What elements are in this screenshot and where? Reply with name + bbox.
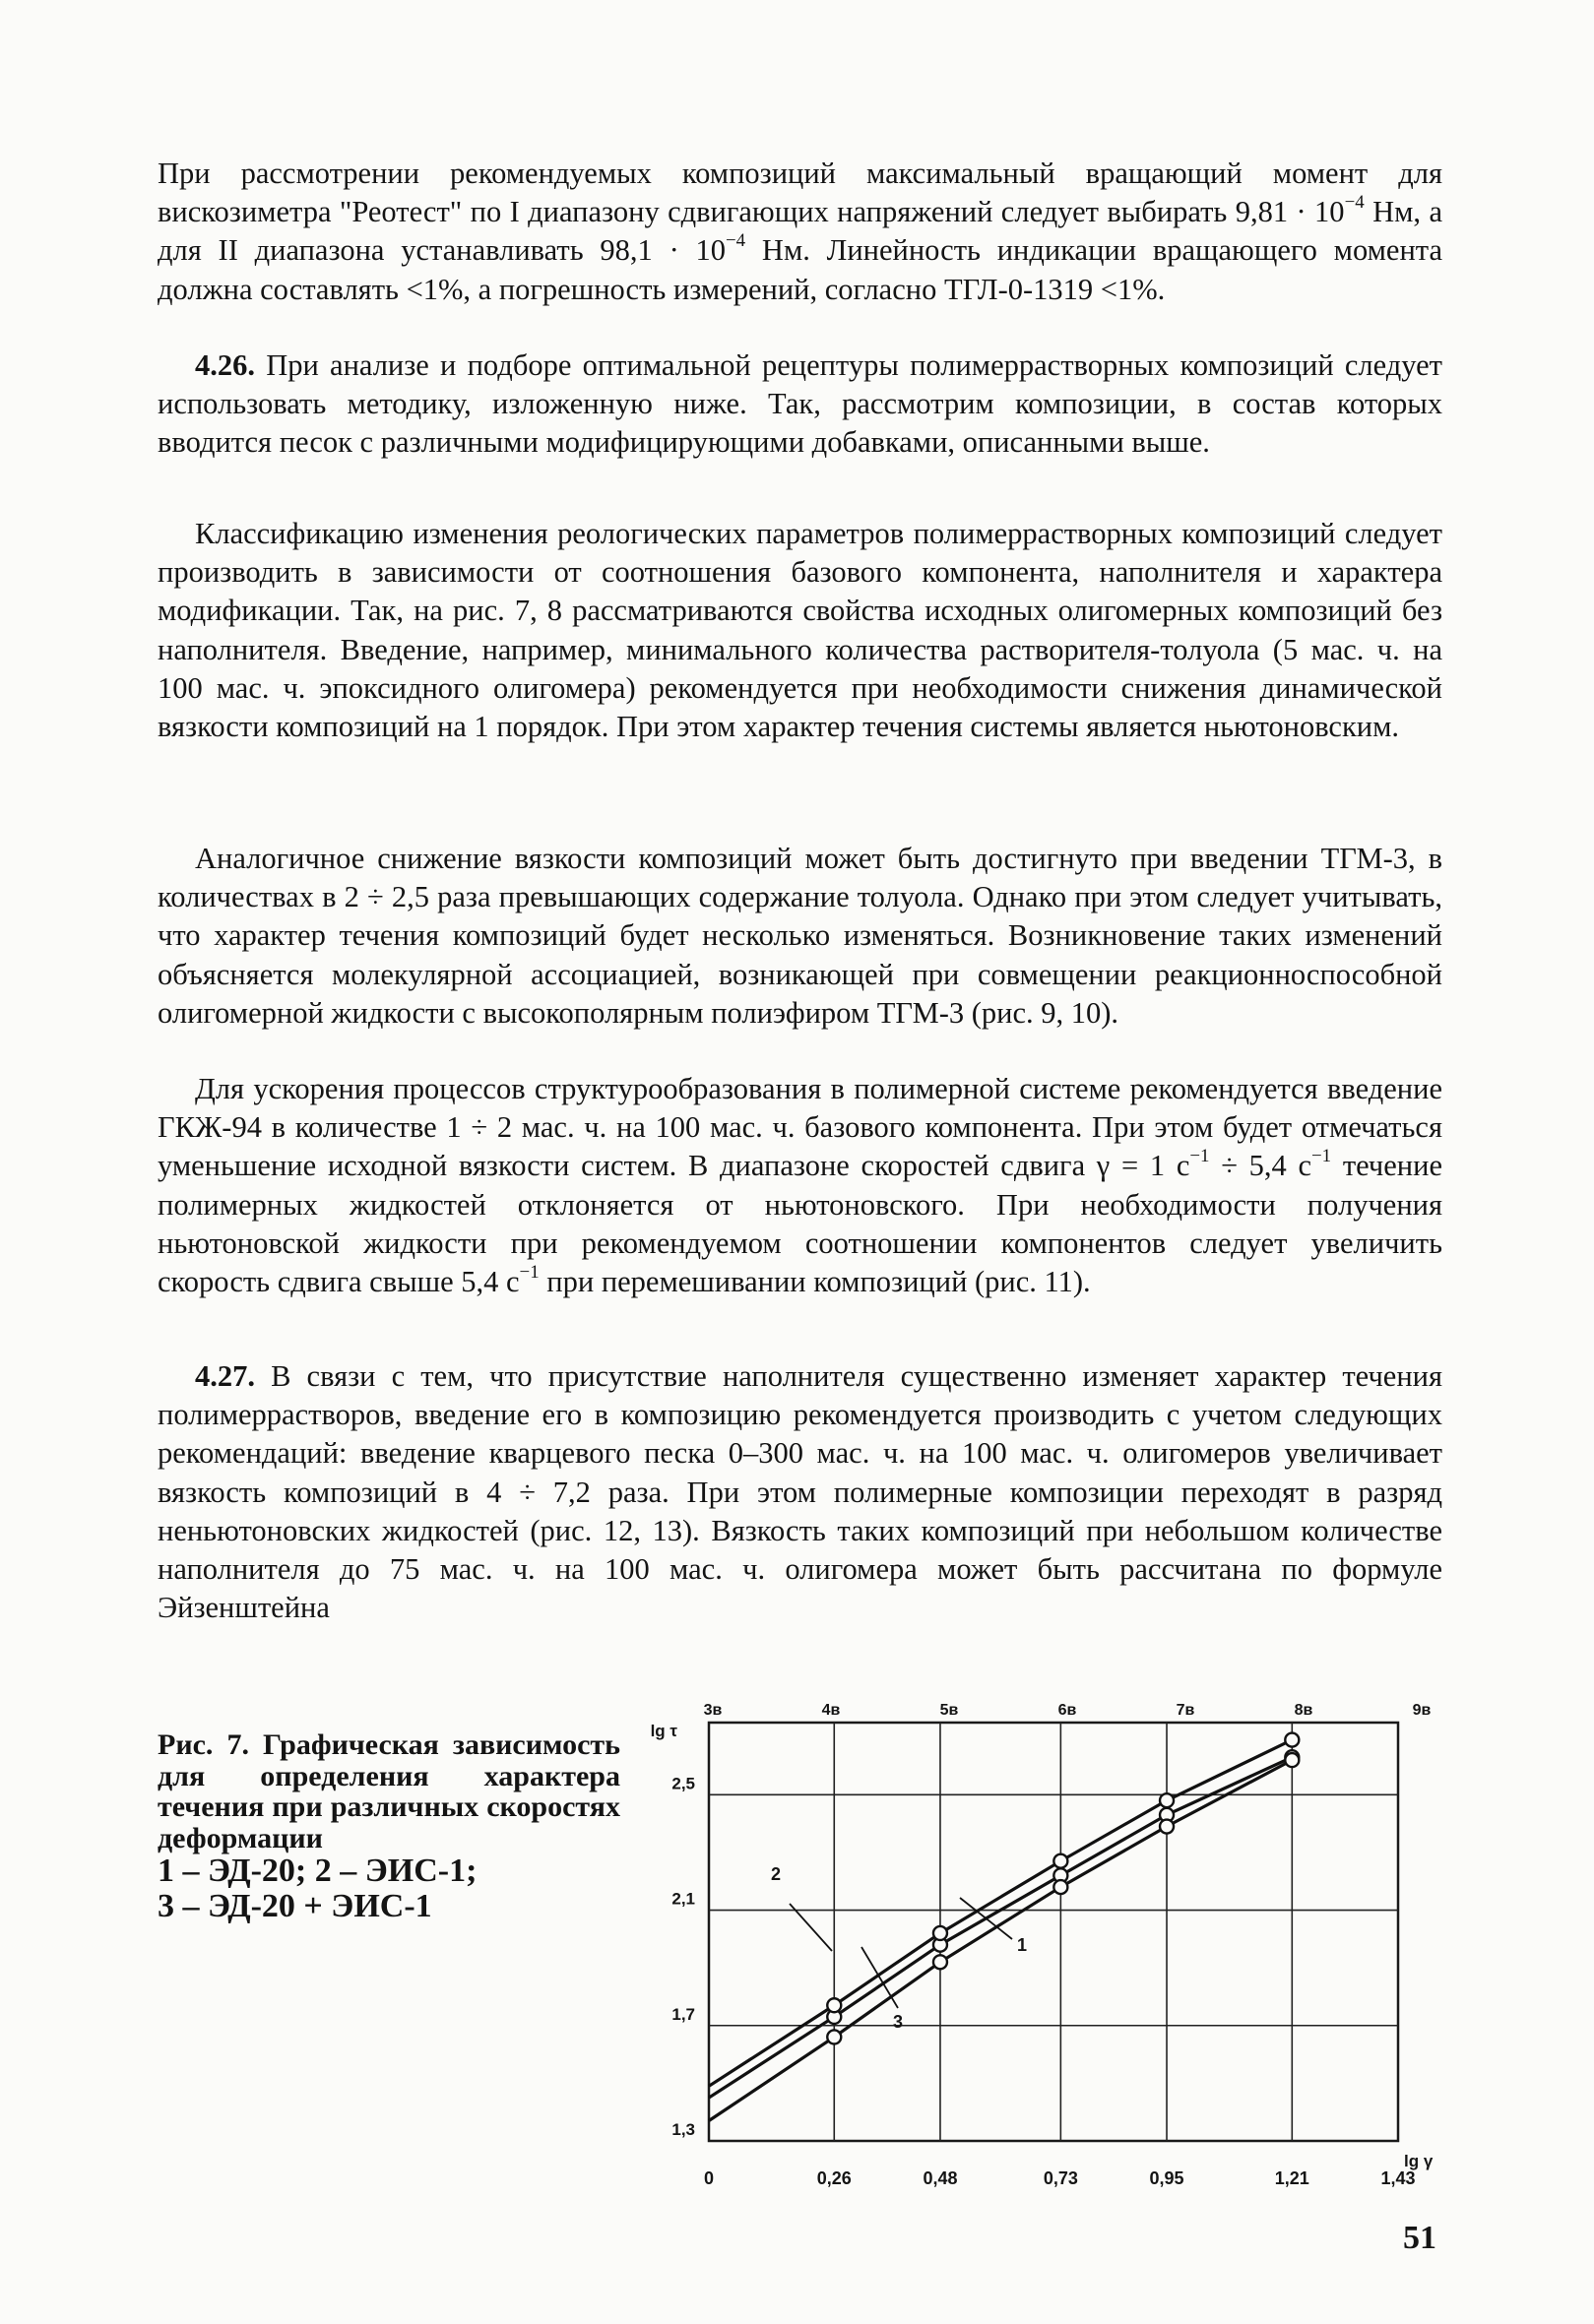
paragraph-tgm3 xyxy=(158,840,1442,1033)
p5-text-d: при перемешивании композиций (рис. 11). xyxy=(539,1265,1091,1299)
plot-frame xyxy=(709,1723,1398,2141)
paragraph-4-27 xyxy=(158,1357,1442,1627)
y-axis-label: lg τ xyxy=(650,1722,677,1740)
p5-sup-c: −1 xyxy=(519,1261,540,1283)
series-3-point xyxy=(933,1955,947,1969)
series-3-label: 3 xyxy=(892,2012,904,2032)
series-3-point xyxy=(827,2030,841,2043)
y-tick-label: 1,3 xyxy=(671,2120,695,2139)
x-axis-label: lg γ xyxy=(1404,2152,1434,2170)
series-2-point xyxy=(933,1926,947,1940)
section-number-4-27: 4.27. xyxy=(195,1359,255,1393)
caption-legend-line-2: 3 – ЭД-20 + ЭИС-1 xyxy=(158,1888,432,1924)
section-number-4-26: 4.26. xyxy=(195,348,255,382)
x-tick-label: 0,48 xyxy=(923,2168,958,2188)
paragraph-classification xyxy=(158,515,1442,746)
p4-text: Аналогичное снижение вязкости композиций может быть достигнуто при введении ТГМ-3, в количествах в 2 ÷ 2,5 раза превышающих содержание толуола. Однако при этом следует учитывать, что характер течения композиций будет несколько изменяться. Возникновение таких изменений объясняется молекулярной ассоциацией, возникающей при совмещении реакционноспособной олигомерной жидкости с высокополярным полиэфиром ТГМ-3 (рис. 9, 10). xyxy=(158,842,1442,1030)
paragraph-4-26 xyxy=(158,346,1442,463)
x-tick-label: 0,95 xyxy=(1149,2168,1184,2188)
y-tick-label: 2,5 xyxy=(671,1774,695,1793)
series-2-point xyxy=(827,1998,841,2012)
series-2-point xyxy=(1160,1793,1174,1807)
series-2-point xyxy=(1285,1733,1299,1747)
p5-text-a: Для ускорения процессов структурообразования в полимерной системе рекомендуется введение ГКЖ-94 в количестве 1 ÷ 2 мас. ч. на 100 мас. ч. базового компонента. При этом будет отмечаться уменьшение исходной вязкости систем. В диапазоне скоростей сдвига γ = 1 с xyxy=(158,1072,1442,1183)
caption-text: Рис. 7. Графическая зависимость для определения характера течения при различных скоростях деформации xyxy=(158,1728,620,1854)
y-tick-label: 1,7 xyxy=(671,2004,695,2024)
flow-chart xyxy=(620,1693,1447,2205)
page-number: 51 xyxy=(1403,2220,1436,2256)
x-tick-label: 0,26 xyxy=(816,2168,852,2188)
p5-sup-a: −1 xyxy=(1189,1146,1210,1167)
series-3-point xyxy=(1053,1880,1067,1894)
series-2-point xyxy=(1053,1854,1067,1868)
series-2-label: 2 xyxy=(770,1864,782,1884)
x-tick-label: 1,21 xyxy=(1274,2168,1309,2188)
top-tick-label: 4в xyxy=(821,1702,841,1719)
y-tick-label: 2,1 xyxy=(671,1889,695,1909)
top-tick-label: 8в xyxy=(1294,1702,1313,1719)
caption-legend-line-1: 1 – ЭД-20; 2 – ЭИС-1; xyxy=(158,1853,478,1889)
x-tick-label: 0 xyxy=(703,2168,715,2188)
p3-text: Классификацию изменения реологических параметров полимеррастворных композиций следует производить в зависимости от соотношения базового компонента, наполнителя и характера модификации. Так, на рис. 7, 8 рассматриваются свойства исходных олигомерных композиций без наполнителя. Введение, например, минимального количества растворителя-толуола (5 мас. ч. на 100 мас. ч. эпоксидного олигомера) рекомендуется при необходимости снижения динамической вязкости композиций на 1 порядок. При этом характер течения системы является ньютоновским. xyxy=(158,517,1442,744)
figure-caption xyxy=(158,1729,620,1924)
p1-text-c: Нм. Линейность индикации вращающего момента должна составлять <1%, а погрешность измерений, согласно ТГЛ-0-1319 <1%. xyxy=(158,233,1443,306)
top-tick-label: 7в xyxy=(1176,1702,1195,1719)
series-1-label: 1 xyxy=(1016,1935,1028,1955)
paragraph-gkzh94 xyxy=(158,1070,1442,1301)
p5-sup-b: −1 xyxy=(1311,1146,1332,1167)
series-3-point xyxy=(1285,1753,1299,1767)
series-3-point xyxy=(1160,1820,1174,1834)
p1-text-a: При рассмотрении рекомендуемых композиций максимальный вращающий момент для вискозиметра "Реотест" по I диапазону сдвигающих напряжений следует выбирать 9,81 · 10 xyxy=(158,157,1442,229)
series-line-3 xyxy=(709,1760,1292,2120)
x-tick-label: 1,43 xyxy=(1380,2168,1416,2188)
p1-text-b: Нм, а для II диапазона устанавливать 98,1 · 10 xyxy=(158,195,1442,268)
p1-sup-a: −4 xyxy=(1344,192,1365,214)
top-tick-label: 5в xyxy=(939,1702,959,1719)
p1-sup-b: −4 xyxy=(726,230,746,252)
paragraph-viscometer-torque xyxy=(158,155,1442,309)
p2-text: При анализе и подборе оптимальной рецептуры полимеррастворных композиций следует использовать методику, изложенную ниже. Так, рассмотрим композиции, в состав которых вводится песок с различными модифицирующими добавками, описанными выше. xyxy=(158,348,1442,460)
series-line-2 xyxy=(709,1740,1292,2087)
x-tick-label: 0,73 xyxy=(1043,2168,1078,2188)
top-tick-label: 6в xyxy=(1057,1702,1077,1719)
top-tick-label: 9в xyxy=(1412,1702,1432,1719)
p5-text-b: ÷ 5,4 с xyxy=(1209,1149,1311,1183)
p6-text: В связи с тем, что присутствие наполнителя существенно изменяет характер течения полимеррастворов, введение его в композицию рекомендуется производить с учетом следующих рекомендаций: введение кварцевого песка 0–300 мас. ч. на 100 мас. ч. олигомеров увеличивает вязкость композиций в 4 ÷ 7,2 раза. При этом полимерные композиции переходят в разряд неньютоновских жидкостей (рис. 12, 13). Вязкость таких композиций при небольшом количестве наполнителя до 75 мас. ч. на 100 мас. ч. олигомера может быть рассчитана по формуле Эйзенштейна xyxy=(158,1359,1442,1625)
p5-text-c: течение полимерных жидкостей отклоняется от ньютоновского. При необходимости получения ньютоновской жидкости при рекомендуемом соотношении компонентов следует увеличить скорость сдвига свыше 5,4 с xyxy=(158,1149,1442,1299)
series-line-1 xyxy=(709,1757,1292,2098)
top-tick-label: 3в xyxy=(703,1702,723,1719)
